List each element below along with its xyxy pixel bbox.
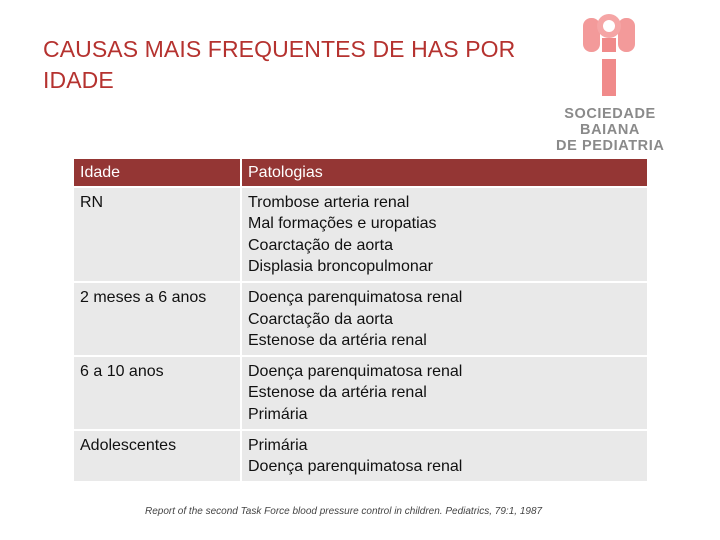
table-row (73, 282, 648, 356)
pathology-item: Coarctação de aorta (248, 236, 393, 254)
pathology-item: Mal formações e uropatias (248, 215, 437, 233)
table-row (73, 430, 648, 482)
slide-title (43, 34, 543, 96)
pathology-item: Doença parenquimatosa renal (248, 458, 463, 476)
pathologies-cell (241, 282, 648, 356)
pathologies-cell (241, 356, 648, 430)
pathology-item: Primária (248, 436, 308, 454)
pathology-item: Primária (248, 405, 308, 423)
pathology-item: Doença parenquimatosa renal (248, 362, 463, 380)
society-name-line: BAIANA (580, 122, 640, 138)
slide-title-line: CAUSAS MAIS FREQUENTES DE HAS POR (43, 36, 516, 62)
society-emblem-icon (581, 12, 637, 98)
pathology-item: Estenose da artéria renal (248, 384, 427, 402)
pathology-item: Estenose da artéria renal (248, 332, 427, 350)
society-name (556, 106, 664, 154)
pathologies-cell (241, 187, 648, 282)
header-pathologies: Patologias (241, 158, 648, 187)
pathology-item: Coarctação da aorta (248, 310, 393, 328)
pathology-item: Doença parenquimatosa renal (248, 288, 463, 306)
age-cell: 6 a 10 anos (73, 356, 241, 430)
pathology-item: Trombose arteria renal (248, 193, 410, 211)
slide-title-line: IDADE (43, 67, 114, 93)
society-name-line: DE PEDIATRIA (556, 138, 664, 154)
table-row (73, 187, 648, 282)
society-logo (556, 12, 664, 157)
header-age: Idade (73, 158, 241, 187)
age-cell: Adolescentes (73, 430, 241, 482)
table-header-row (73, 158, 648, 187)
causes-table (72, 157, 649, 483)
citation: Report of the second Task Force blood pressure control in children. Pediatrics, 79:1, 1987 (145, 506, 543, 517)
society-name-line: SOCIEDADE (564, 106, 656, 122)
pathology-item: Displasia broncopulmonar (248, 258, 433, 276)
age-cell: RN (73, 187, 241, 282)
pathologies-cell (241, 430, 648, 482)
age-cell: 2 meses a 6 anos (73, 282, 241, 356)
table-row (73, 356, 648, 430)
